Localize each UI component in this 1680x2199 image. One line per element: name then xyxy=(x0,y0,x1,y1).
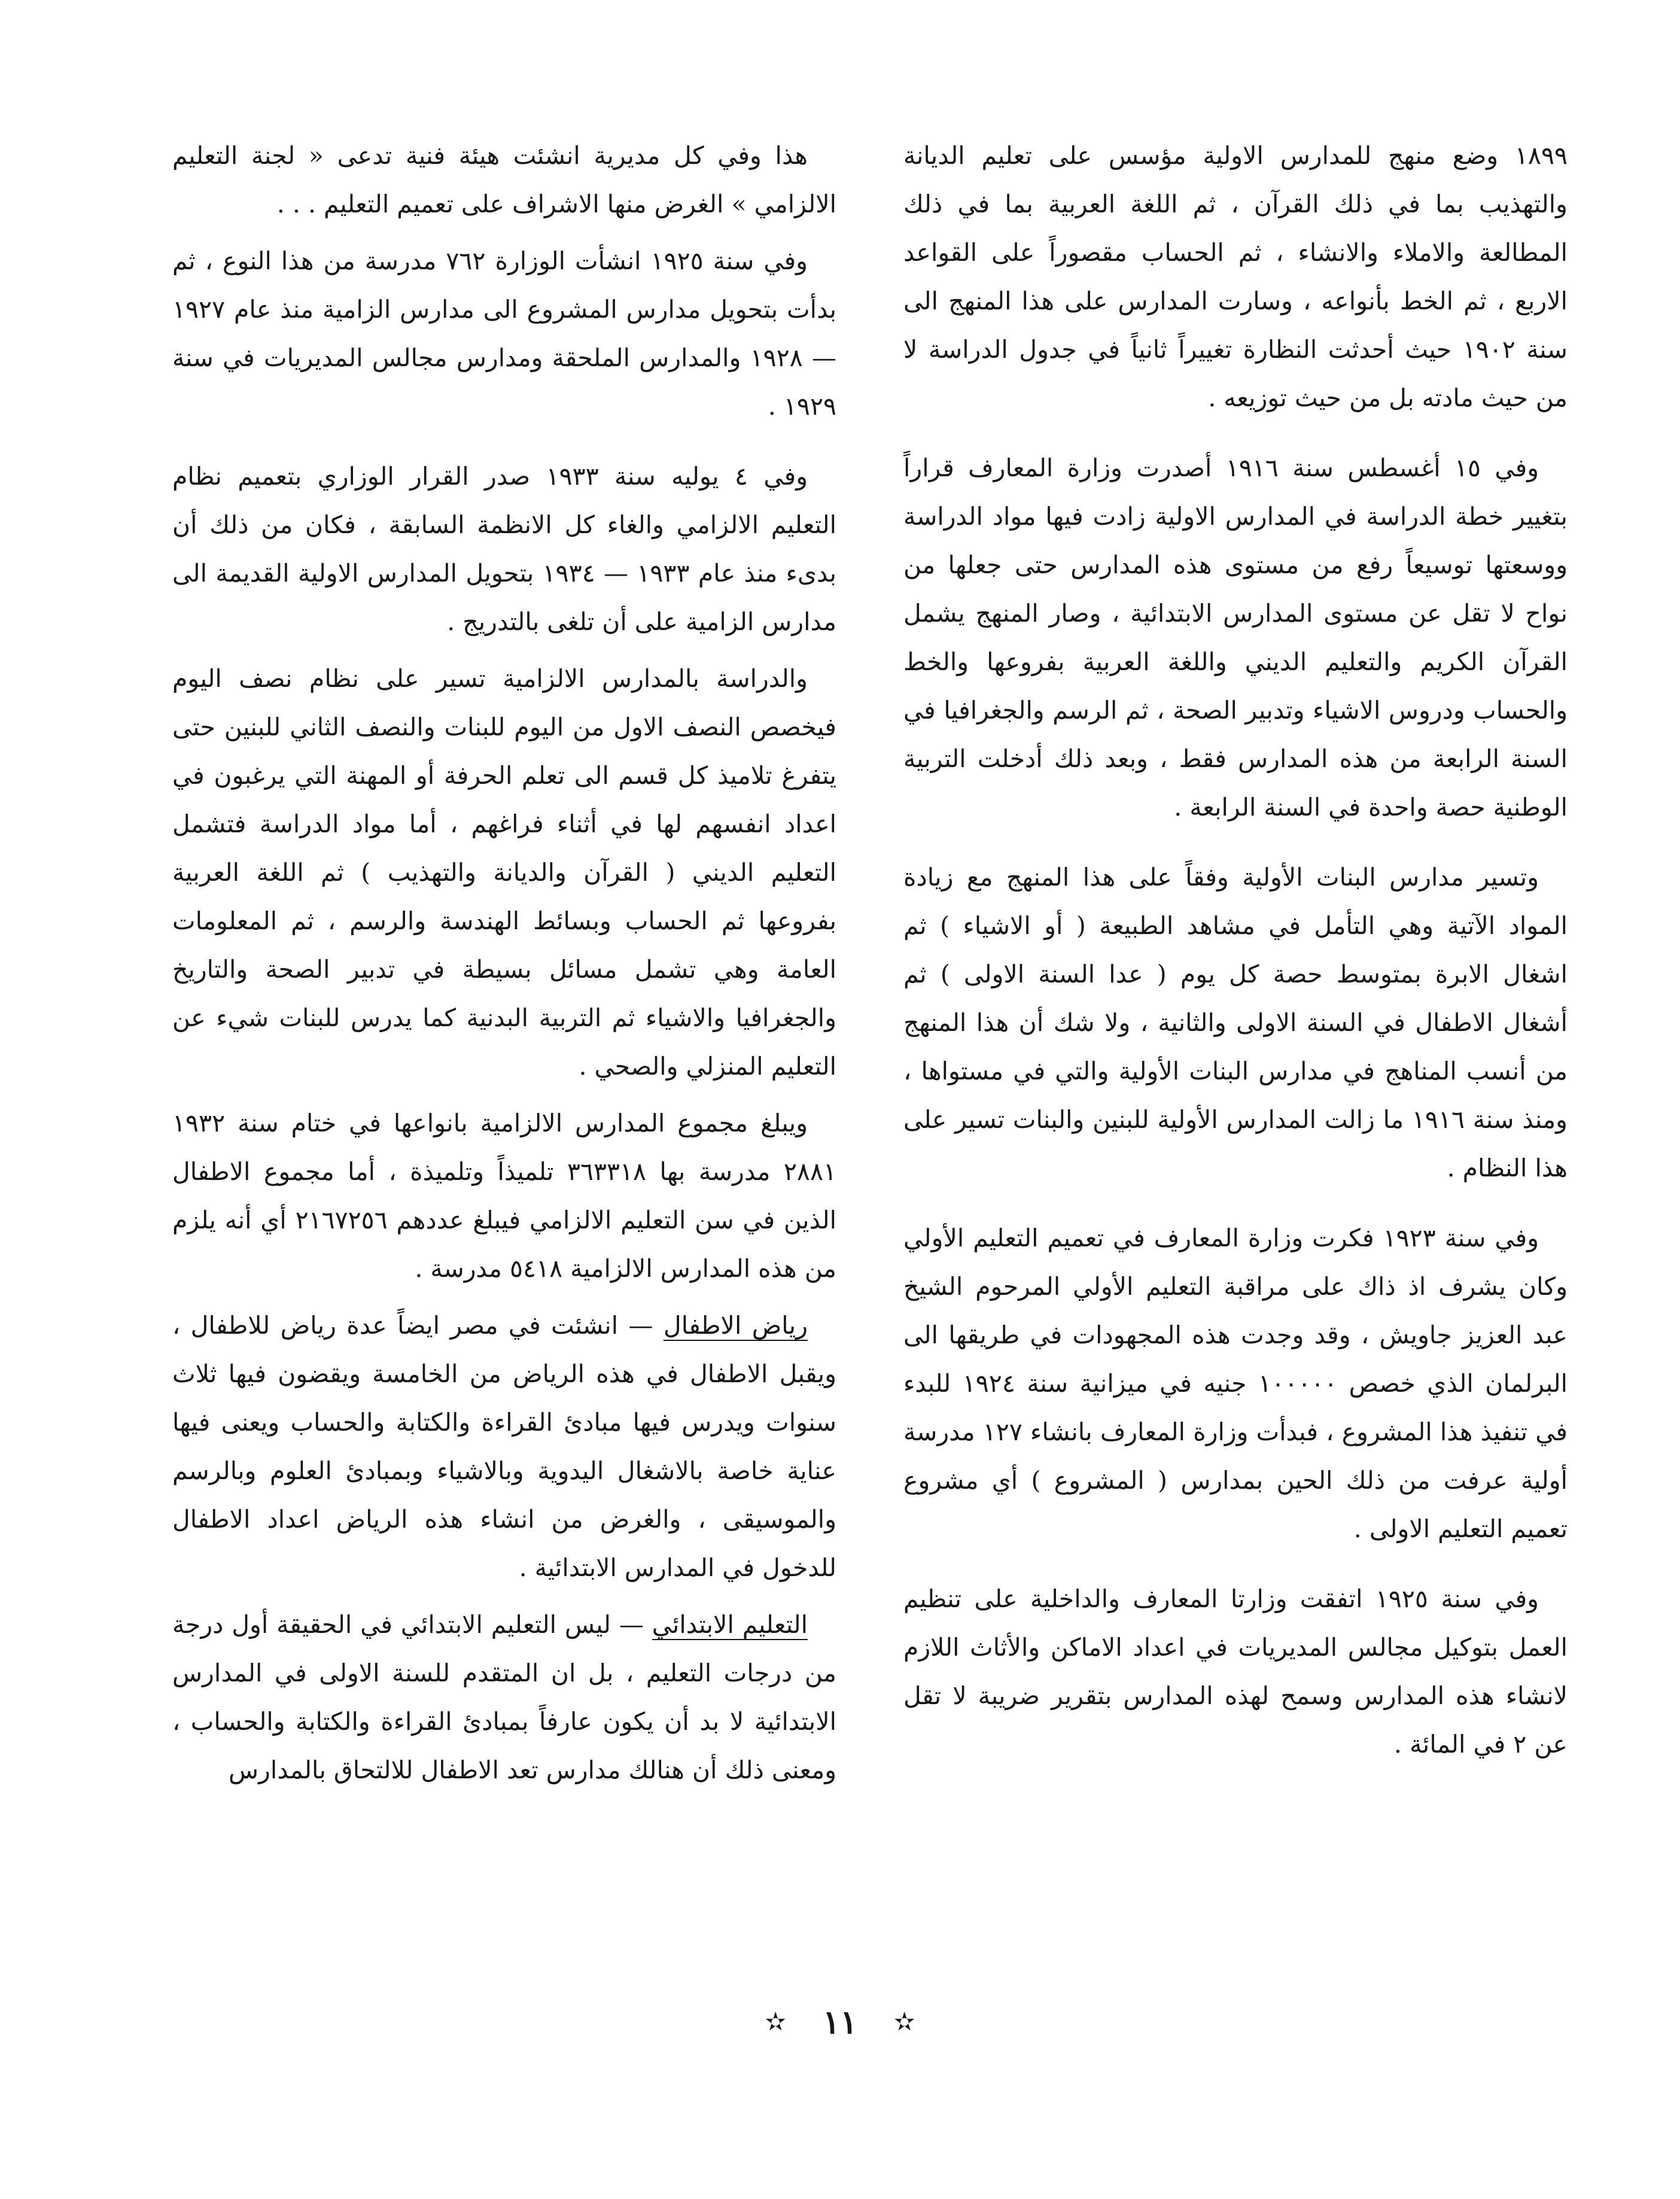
left-column xyxy=(172,132,836,1803)
paragraph-1916-decree: وفي ١٥ أغسطس سنة ١٩١٦ أصدرت وزارة المعارف قراراً بتغيير خطة الدراسة في المدارس الاولية زادت فيها مواد الدراسة ووسعتها توسيعاً رفع من مستوى هذه المدارس حتى جعلها من نواح لا تقل عن مستوى المدارس الابتدائية ، وصار المنهج يشمل القرآن الكريم والتعليم الديني واللغة العربية بفروعها والخط والحساب ودروس الاشياء وتدبير الصحة ، ثم الرسم والجغرافيا في السنة الرابعة من هذه المدارس فقط ، وبعد ذلك أدخلت التربية الوطنية حصة واحدة في السنة الرابعة . xyxy=(903,454,1568,822)
paragraph-1923-generalization: وفي سنة ١٩٢٣ فكرت وزارة المعارف في تعميم التعليم الأولي وكان يشرف اذ ذاك على مراقبة التعليم الأولي المرحوم الشيخ عبد العزيز جاويش ، وقد وجدت هذه المجهودات في طريقها الى البرلمان الذي خصص ١٠٠٠٠٠ جنيه في ميزانية سنة ١٩٢٤ للبدء في تنفيذ هذا المشروع ، فبدأت وزارة المعارف بانشاء ١٢٧ مدرسة أولية عرفت من ذلك الحين بمدارس ( المشروع ) أي مشروع تعميم التعليم الاولى . xyxy=(903,1224,1568,1543)
paragraph-kindergarten xyxy=(172,1301,836,1592)
kindergarten-heading: رياض الاطفال xyxy=(663,1311,808,1340)
kindergarten-text: — انشئت في مصر ايضاً عدة رياض للاطفال ، ويقبل الاطفال في هذه الرياض من الخامسة ويقضون فيها ثلاث سنوات ويدرس فيها مبادئ القراءة والكتابة والحساب ويعنى فيها عناية خاصة بالاشغال اليدوية وبالاشياء وبمبادئ العلوم وبالرسم والموسيقى ، والغرض من انشاء هذه الرياض اعداد الاطفال للدخول في المدارس الابتدائية . xyxy=(172,1311,836,1582)
page-footer xyxy=(0,1999,1680,2043)
paragraph-1925-762-schools: وفي سنة ١٩٢٥ انشأت الوزارة ٧٦٢ مدرسة من هذا النوع ، ثم بدأت بتحويل مدارس المشروع الى مدارس الزامية منذ عام ١٩٢٧ — ١٩٢٨ والمدارس الملحقة ومدارس مجالس المديريات في سنة ١٩٢٩ . xyxy=(172,247,836,421)
right-column xyxy=(903,132,1568,1790)
primary-education-text: — ليس التعليم الابتدائي في الحقيقة أول درجة من درجات التعليم ، بل ان المتقدم للسنة الاولى في المدارس الابتدائية لا بد أن يكون عارفاً بمبادئ القراءة والكتابة والحساب ، ومعنى ذلك أن هنالك مدارس تعد الاطفال للالتحاق بالمدارس xyxy=(172,1610,836,1784)
paragraph-compulsory-committee: هذا وفي كل مديرية انشئت هيئة فنية تدعى « لجنة التعليم الالزامي » الغرض منها الاشراف على تعميم التعليم . . . xyxy=(172,141,836,218)
paragraph-primary-education xyxy=(172,1601,836,1795)
star-icon: ✫ xyxy=(765,2007,786,2036)
primary-education-heading: التعليم الابتدائي xyxy=(652,1610,808,1639)
paragraph-1899-curriculum: ١٨٩٩ وضع منهج للمدارس الاولية مؤسس على تعليم الديانة والتهذيب بما في ذلك القرآن ، ثم اللغة العربية بما في ذلك المطالعة والاملاء والانشاء ، ثم الحساب مقصوراً على القواعد الاربع ، ثم الخط بأنواعه ، وسارت المدارس على هذا المنهج الى سنة ١٩٠٢ حيث أحدثت النظارة تغييراً ثانياً في جدول الدراسة لا من حيث مادته بل من حيث توزيعه . xyxy=(903,141,1568,412)
star-icon: ✫ xyxy=(894,2007,915,2036)
paragraph-half-day-system: والدراسة بالمدارس الالزامية تسير على نظام نصف اليوم فيخصص النصف الاول من اليوم للبنات والنصف الثاني للبنين حتى يتفرغ تلاميذ كل قسم الى تعلم الحرفة أو المهنة التي يرغبون في اعداد انفسهم لها في أثناء فراغهم ، أما مواد الدراسة فتشمل التعليم الديني ( القرآن والديانة والتهذيب ) ثم اللغة العربية بفروعها ثم الحساب وبسائط الهندسة والرسم ، ثم المعلومات العامة وهي تشمل مسائل بسيطة في تدبير الصحة والتاريخ والجغرافيا والاشياء ثم التربية البدنية كما يدرس للبنات شيء عن التعليم المنزلي والصحي . xyxy=(172,664,836,1081)
paragraph-1933-decision: وفي ٤ يوليه سنة ١٩٣٣ صدر القرار الوزاري بتعميم نظام التعليم الالزامي والغاء كل الانظمة السابقة ، فكان من ذلك أن بدىء منذ عام ١٩٣٣ — ١٩٣٤ بتحويل المدارس الاولية القديمة الى مدارس الزامية على أن تلغى بالتدريج . xyxy=(172,462,836,636)
page-number: ١١ xyxy=(822,2003,857,2041)
paragraph-girls-schools: وتسير مدارس البنات الأولية وفقاً على هذا المنهج مع زيادة المواد الآتية وهي التأمل في مشاهد الطبيعة ( أو الاشياء ) ثم اشغال الابرة بمتوسط حصة كل يوم ( عدا السنة الاولى ) ثم أشغال الاطفال في السنة الاولى والثانية ، ولا شك أن هذا المنهج من أنسب المناهج في مدارس البنات الأولية والتي في مستواها ، ومنذ سنة ١٩١٦ ما زالت المدارس الأولية للبنين والبنات تسير على هذا النظام . xyxy=(903,863,1568,1182)
paragraph-1925-agreement: وفي سنة ١٩٢٥ اتفقت وزارتا المعارف والداخلية على تنظيم العمل بتوكيل مجالس المديريات في اعداد الاماكن والأثاث اللازم لانشاء هذه المدارس وسمح لهذه المدارس بتقرير ضريبة لا تقل عن ٢ في المائة . xyxy=(903,1584,1568,1759)
paragraph-compulsory-statistics: ويبلغ مجموع المدارس الالزامية بانواعها في ختام سنة ١٩٣٢ ٢٨٨١ مدرسة بها ٣٦٣٣١٨ تلميذاً وتلميذة ، أما مجموع الاطفال الذين في سن التعليم الالزامي فيبلغ عددهم ٢١٦٧٢٥٦ أي أنه يلزم من هذه المدارس الالزامية ٥٤١٨ مدرسة . xyxy=(172,1109,836,1283)
